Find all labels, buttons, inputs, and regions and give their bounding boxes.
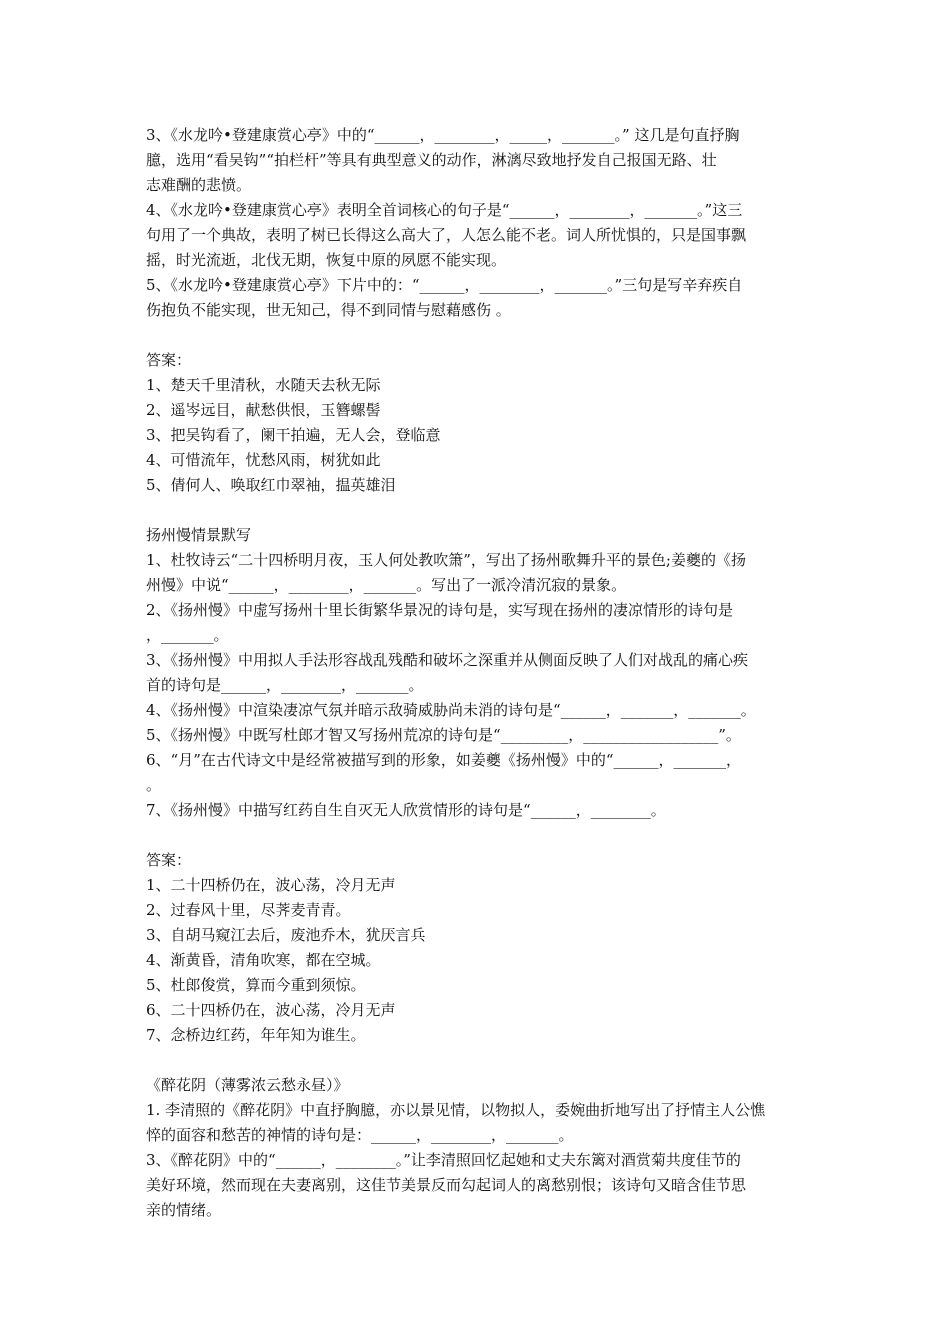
question-line: 美好环境，然而现在夫妻离别，这佳节美景反而勾起词人的离愁别恨；该诗句又暗含佳节思 — [146, 1176, 747, 1194]
answer-item: 5、倩何人、唤取红巾翠袖，揾英雄泪 — [146, 476, 396, 494]
section-shuilongyin-questions — [146, 123, 810, 323]
answer-item: 7、念桥边红药，年年知为谁生。 — [146, 1026, 366, 1044]
answer-item: 3、自胡马窥江去后，废池乔木，犹厌言兵 — [146, 926, 426, 944]
question-line: 句用了一个典故，表明了树已长得这么高大了，人怎么能不老。词人所忧惧的，只是国事飘 — [146, 226, 747, 244]
question-line: 3、《扬州慢》中用拟人手法形容战乱残酷和破坏之深重并从侧面反映了人们对战乱的痛心疾 — [146, 651, 749, 669]
question-line: 州慢》中说“______，________，_______。写出了一派冷清沉寂的景象。 — [146, 576, 627, 594]
question-line: 伤抱负不能实现，世无知己，得不到同情与慰藉感伤 。 — [146, 301, 511, 319]
spacer — [146, 1048, 810, 1073]
answer-item: 1、二十四桥仍在，波心荡，冷月无声 — [146, 876, 396, 894]
answers-heading: 答案： — [146, 351, 192, 369]
answer-item: 4、渐黄昏，清角吹寒，都在空城。 — [146, 951, 381, 969]
answer-item: 5、杜郎俊赏，算而今重到须惊。 — [146, 976, 366, 994]
spacer — [146, 498, 810, 523]
question-line: 5、《扬州慢》中既写杜郎才智又写扬州荒凉的诗句是“_________，__________________”。 — [146, 726, 741, 744]
question-line: 7、《扬州慢》中描写红药自生自灭无人欣赏情形的诗句是“______，________。 — [146, 801, 666, 819]
question-line: 3、《水龙吟•登建康赏心亭》中的“______，________，_____，_______。” 这几是句直抒胸 — [146, 126, 740, 144]
answer-item: 2、过春风十里，尽荠麦青青。 — [146, 901, 351, 919]
question-line: 4、《水龙吟•登建康赏心亭》表明全首词核心的句子是“______，________，_______。”这三 — [146, 201, 743, 219]
answer-item: 4、可惜流年，忧愁风雨，树犹如此 — [146, 451, 381, 469]
answers-yangzhoumann — [146, 848, 810, 1048]
question-line: 。 — [146, 776, 162, 794]
question-line: 5、《水龙吟•登建康赏心亭》下片中的：“______，________，_______。”三句是写辛弃疾自 — [146, 276, 743, 294]
answer-item: 2、遥岑远目，献愁供恨，玉簪螺髻 — [146, 401, 381, 419]
answers-shuilongyin — [146, 348, 810, 498]
spacer — [146, 323, 810, 348]
question-line: ，_______。 — [146, 626, 229, 644]
section-title: 《醉花阴（薄雾浓云愁永昼）》 — [146, 1076, 349, 1094]
spacer — [146, 823, 810, 848]
section-title: 扬州慢情景默写 — [146, 526, 252, 544]
question-line: 臆，选用“看吴钩”“拍栏杆”等具有典型意义的动作，淋漓尽致地抒发自己报国无路、壮 — [146, 151, 717, 169]
answer-item: 1、楚天千里清秋，水随天去秋无际 — [146, 376, 381, 394]
answer-item: 6、二十四桥仍在，波心荡，冷月无声 — [146, 1001, 396, 1019]
question-line: 2、《扬州慢》中虚写扬州十里长街繁华景况的诗句是，实写现在扬州的凄凉情形的诗句是 — [146, 601, 734, 619]
question-line: 志难酬的悲愤。 — [146, 176, 252, 194]
question-line: 1、杜牧诗云“二十四桥明月夜，玉人何处教吹箫”，写出了扬州歌舞升平的景色;姜夔的《扬 — [146, 551, 746, 569]
question-line: 首的诗句是______，________，_______。 — [146, 676, 424, 694]
section-zuihuayin-questions — [146, 1073, 810, 1223]
question-line: 3、《醉花阴》中的“______，________。”让李清照回忆起她和丈夫东篱对酒赏菊共度佳节的 — [146, 1151, 741, 1169]
question-line: 摇，时光流逝，北伐无期，恢复中原的夙愿不能实现。 — [146, 251, 507, 269]
section-yangzhoumann-questions — [146, 523, 810, 823]
answers-heading: 答案： — [146, 851, 192, 869]
question-line: 悴的面容和愁苦的神情的诗句是：______，________，_______。 — [146, 1126, 574, 1144]
answer-item: 3、把吴钩看了，阑干拍遍，无人会，登临意 — [146, 426, 441, 444]
question-line: 6、“月”在古代诗文中是经常被描写到的形象，如姜夔《扬州慢》中的“______，_______， — [146, 751, 742, 769]
document-page — [146, 123, 810, 1223]
question-line: 亲的情绪。 — [146, 1201, 222, 1219]
question-line: 1. 李清照的《醉花阴》中直抒胸臆，亦以景见情，以物拟人，委婉曲折地写出了抒情主人公憔 — [146, 1101, 766, 1119]
question-line: 4、《扬州慢》中渲染凄凉气氛并暗示敌骑威胁尚未消的诗句是“______，_______，_______。 — [146, 701, 756, 719]
